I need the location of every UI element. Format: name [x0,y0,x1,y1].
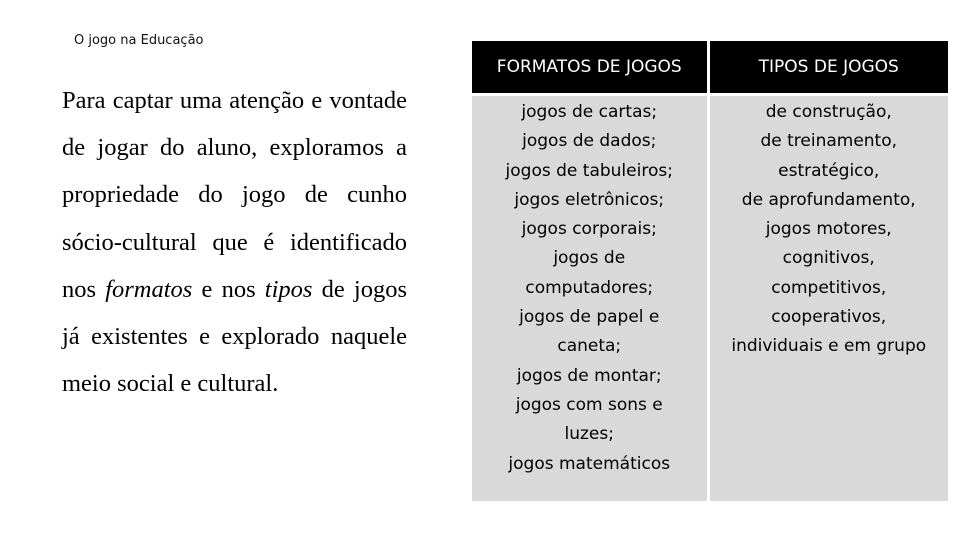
paragraph-text-3: de jogos já existentes e explorado naquele meio social e cultural. [62,275,407,398]
tipo-item: cooperativos, [771,307,887,328]
paragraph-text-1: Para captar uma atenção e vontade de jogar do aluno, exploramos a propriedade do jogo de cunho sócio-cultural que é identificado nos [62,87,407,303]
tipo-item: de treinamento, [760,131,898,152]
formato-item: jogos de tabuleiros; [505,160,673,181]
formato-item: jogos de papel e [519,307,660,328]
tipo-item: jogos motores, [765,219,892,240]
tipo-item: cognitivos, [782,248,875,269]
formato-item: jogos corporais; [521,219,657,240]
table-header-row [472,41,948,95]
body-paragraph [62,77,407,407]
formato-item: jogos com sons e [515,394,663,415]
tipo-item: de construção, [765,102,892,122]
header-formatos: FORMATOS DE JOGOS [472,41,708,95]
slide-title: O jogo na Educação [74,33,204,48]
tipo-item: individuais e em grupo [731,336,927,357]
tipo-item: de aprofundamento, [741,189,916,210]
header-tipos: TIPOS DE JOGOS [708,41,948,95]
formato-item: luzes; [564,424,614,445]
formato-item: jogos de dados; [522,131,657,152]
game-types-table [472,41,948,501]
tipo-item: estratégico, [778,160,880,181]
paragraph-emphasis-formatos: formatos [105,275,193,303]
formato-item: jogos de montar; [516,365,662,386]
formato-item: computadores; [525,277,654,298]
formato-item: jogos de cartas; [521,102,658,122]
formato-item: caneta; [557,336,622,357]
formato-item: jogos matemáticos [508,453,671,474]
formato-item: jogos de [553,248,626,269]
formatos-cell [472,95,708,502]
paragraph-emphasis-tipos: tipos [264,275,313,303]
paragraph-text-2: e nos [192,275,265,303]
formato-item: jogos eletrônicos; [514,189,665,210]
tipos-cell [708,95,948,502]
tipo-item: competitivos, [771,277,887,298]
table-row [472,95,948,502]
